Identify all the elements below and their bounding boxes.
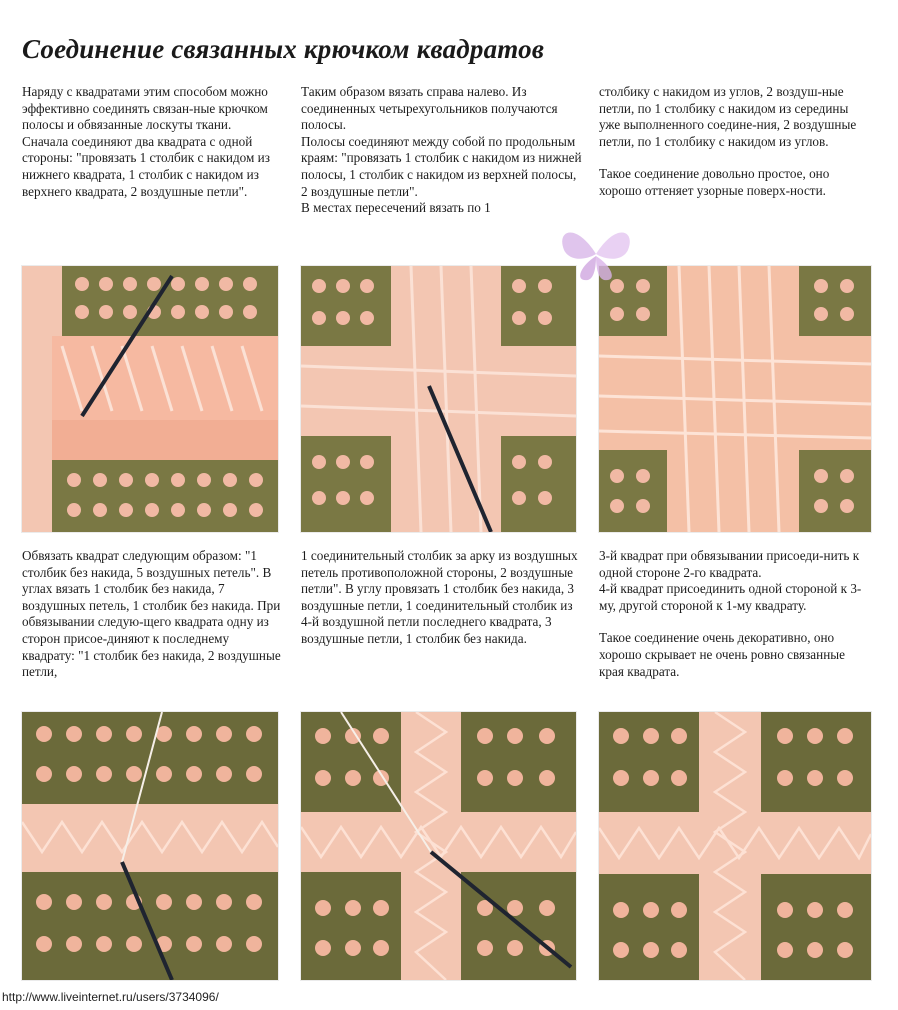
paragraph: Наряду с квадратами этим способом можно эффективно соединять связан-ные крючком полосы и обвязанные лоскуты ткани. xyxy=(22,84,268,133)
paragraph: 4-й квадрат присоединить одной стороной к 3-му, другой стороной к 1-му квадрату. xyxy=(599,581,862,613)
paragraph: Полосы соединяют между собой по продольным краям: "провязать 1 столбик с накидом из нижней полосы, 1 столбик с накидом из верхней полосы, 2 воздушные петли". xyxy=(301,133,582,199)
crochet-photo-1 xyxy=(22,266,278,532)
text-column-3 xyxy=(599,84,871,200)
paragraph: Такое соединение очень декоративно, оно хорошо скрывает не очень ровно связанные края квадрата. xyxy=(599,630,845,679)
crochet-photo-5 xyxy=(301,712,576,980)
paragraph: В местах пересечений вязать по 1 xyxy=(301,200,491,216)
paragraph: Обвязать квадрат следующим образом: "1 столбик без накида, 5 воздушных петель". В углах вязать 1 столбик без накида, 7 воздушных петель, 1 столбик без накида. При обвязывании следую-щего квадрата одну из сторон присое-диняют к последнему квадрату: "1 столбик без накида, 2 воздушные петли, xyxy=(22,548,281,680)
paragraph: Таким образом вязать справа налево. Из соединенных четырехугольников получаются полосы. xyxy=(301,84,558,133)
source-url: http://www.liveinternet.ru/users/3734096/ xyxy=(2,990,219,1004)
paragraph-gap xyxy=(599,614,871,630)
butterfly-icon xyxy=(556,222,636,286)
text-column-1 xyxy=(22,84,282,200)
crochet-photo-4 xyxy=(22,712,278,980)
paragraph: столбику с накидом из углов, 2 воздуш-ные петли, по 1 столбику с накидом из середины уже выполненного соедине-ния, 2 воздушные петли, по 1 столбику с накидом из углов. xyxy=(599,84,857,149)
crochet-photo-6 xyxy=(599,712,871,980)
paragraph: 3-й квадрат при обвязывании присоеди-нить к одной стороне 2-го квадрата. xyxy=(599,548,860,580)
paragraph: Сначала соединяют два квадрата с одной стороны: "провязать 1 столбик с накидом из нижнего квадрата, 1 столбик с накидом из верхнего квадрата, 2 воздушные петли". xyxy=(22,133,270,199)
text-column-4 xyxy=(22,548,282,681)
text-column-6 xyxy=(599,548,871,680)
paragraph: 1 соединительный столбик за арку из воздушных петель противоположной стороны, 2 воздушные петли". В углу провязать 1 столбик без накида, 3 воздушные петли, 1 соединительный столбик из 4-й воздушной петли последнего квадрата, 3 воздушные петли, 1 столбик без накида. xyxy=(301,548,578,646)
page-title: Соединение связанных крючком квадратов xyxy=(22,34,545,64)
crochet-photo-2 xyxy=(301,266,576,532)
paragraph-gap xyxy=(599,150,871,166)
paragraph: Такое соединение довольно простое, оно хорошо оттеняет узорные поверх-ности. xyxy=(599,166,830,198)
text-column-5 xyxy=(301,548,583,648)
crochet-photo-3 xyxy=(599,266,871,532)
text-column-2 xyxy=(301,84,583,217)
